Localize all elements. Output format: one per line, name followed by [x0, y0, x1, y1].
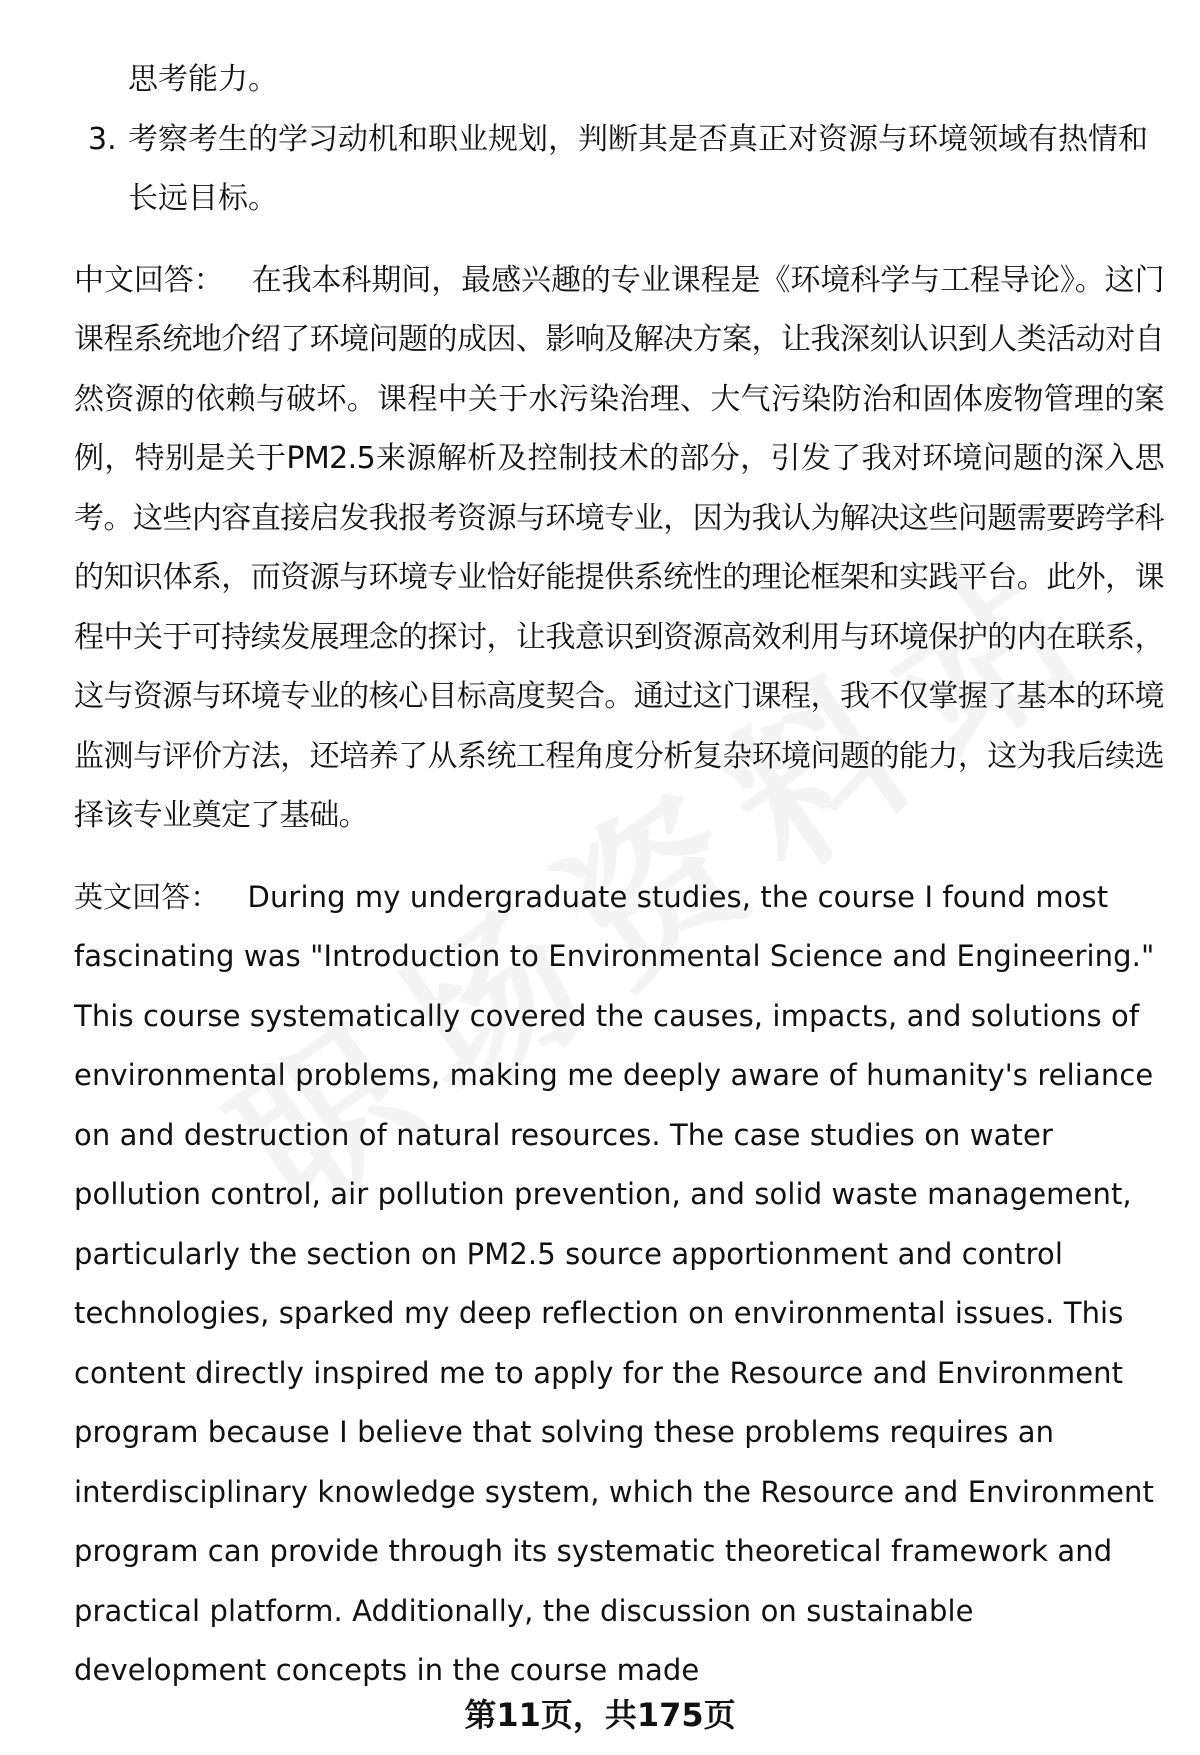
list-item-text: 考察考生的学习动机和职业规划，判断其是否真正对资源与环境领域有热情和长远目标。	[128, 121, 1148, 216]
english-answer-paragraph	[74, 868, 1164, 1701]
page-content	[74, 50, 1164, 1701]
chinese-answer-paragraph	[74, 251, 1164, 846]
list-item-number: 3.	[88, 121, 117, 157]
chinese-answer-label: 中文回答：	[74, 262, 224, 298]
english-answer-label: 英文回答：	[74, 879, 220, 914]
english-answer-text: During my undergraduate studies, the course I found most fascinating was "Introduction to Environmental Science and Engineering." This course systematically covered the causes, impacts, and solutions of environmental problems, making me deeply aware of humanity's reliance on and destruction of natural resources. The case studies on water pollution control, air pollution prevention, and solid waste management, particularly the section on PM2.5 source apportionment and control technologies, sparked my deep reflection on environmental issues. This content directly inspired me to apply for the Resource and Environment program because I believe that solving these problems requires an interdisciplinary knowledge system, which the Resource and Environment program can provide through its systematic theoretical framework and practical platform. Additionally, the discussion on sustainable development concepts in the course made	[74, 879, 1155, 1687]
chinese-answer-text: 在我本科期间，最感兴趣的专业课程是《环境科学与工程导论》。这门课程系统地介绍了环境问题的成因、影响及解决方案，让我深刻认识到人类活动对自然资源的依赖与破坏。课程中关于水污染治理、大气污染防治和固体废物管理的案例，特别是关于PM2.5来源解析及控制技术的部分，引发了我对环境问题的深入思考。这些内容直接启发我报考资源与环境专业，因为我认为解决这些问题需要跨学科的知识体系，而资源与环境专业恰好能提供系统性的理论框架和实践平台。此外，课程中关于可持续发展理念的探讨，让我意识到资源高效利用与环境保护的内在联系，这与资源与环境专业的核心目标高度契合。通过这门课程，我不仅掌握了基本的环境监测与评价方法，还培养了从系统工程角度分析复杂环境问题的能力，这为我后续选择该专业奠定了基础。	[74, 262, 1164, 833]
list-continuation: 思考能力。	[128, 62, 278, 97]
page-number-footer: 第11页，共175页	[464, 1696, 736, 1734]
list-item-3	[74, 110, 1164, 229]
